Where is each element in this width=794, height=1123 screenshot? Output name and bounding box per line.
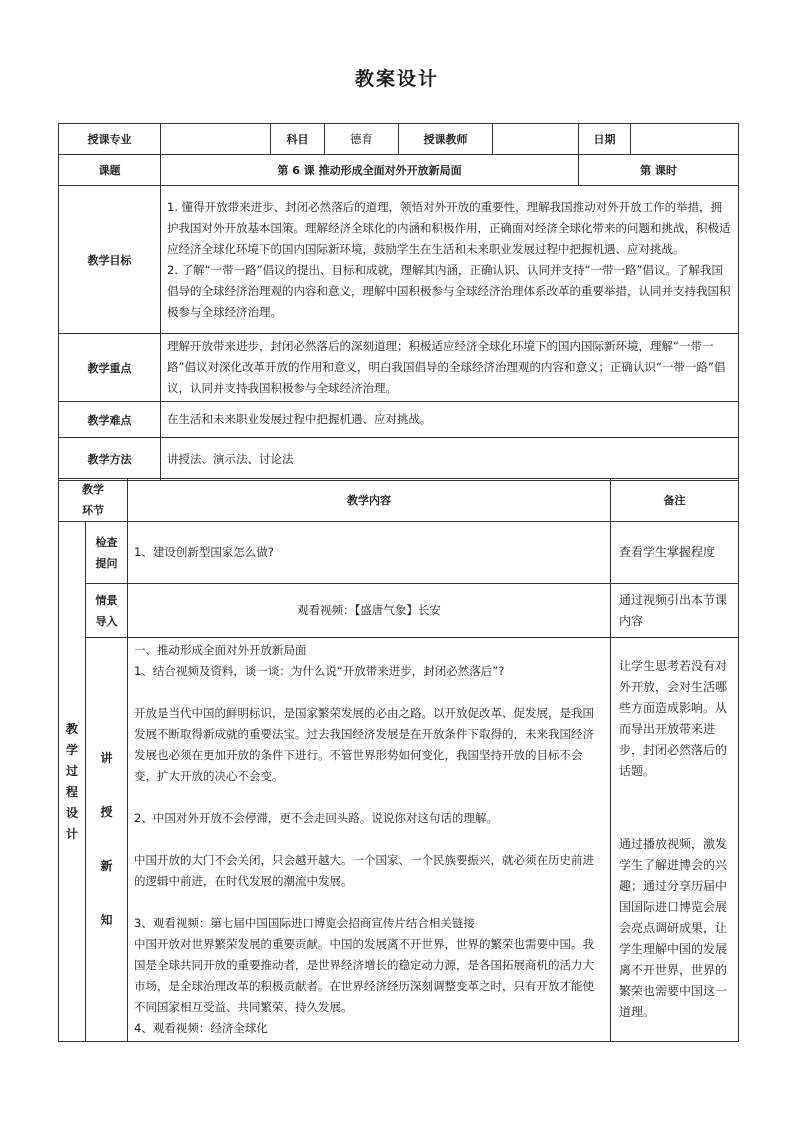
check-row xyxy=(59,522,739,584)
teacher-value[interactable] xyxy=(493,124,579,155)
check-note: 查看学生掌握程度 xyxy=(611,522,739,584)
topic-value: 第 6 课 推动形成全面对外开放新局面 xyxy=(161,155,579,186)
teach-heading: 一、推动形成全面对外开放新局面 xyxy=(134,643,307,657)
key-points-row xyxy=(59,334,739,402)
subject-value[interactable]: 德育 xyxy=(325,124,399,155)
intro-label: 情景 导入 xyxy=(86,584,128,638)
teach-content xyxy=(128,638,611,1042)
process-table xyxy=(58,478,739,1042)
methods-label: 教学方法 xyxy=(59,438,161,481)
objectives-label: 教学目标 xyxy=(59,186,161,334)
stage-header-line2: 环节 xyxy=(82,504,104,517)
major-value[interactable] xyxy=(161,124,271,155)
key-points-content: 理解开放带来进步，封闭必然落后的深刻道理；积极适应经济全球化环境下的国内国际新环境，理解“一带一路”倡议对深化改革开放的作用和意义，明白我国倡导的全球经济治理观的内容和意义；正确认识“一带一路”倡议，认同并支持我国积极参与全球经济治理。 xyxy=(161,334,739,402)
objective-2: 2. 了解“一带一路”倡议的提出、目标和成就，理解其内涵，正确认识、认同并支持“一带一路”倡议。了解我国倡导的全球经济治理观的内容和意义，理解中国积极参与全球经济治理体系改革的重要举措，认同并支持我国积极参与全球经济治理。 xyxy=(167,262,731,319)
teach-answer-1: 开放是当代中国的鲜明标识，是国家繁荣发展的必由之路。以开放促改革、促发展，是我国发展不断取得新成就的重要法宝。过去我国经济发展是在开放条件下取得的，未来我国经济发展也必须在更加开放的条件下进行。不管世界形势如何变化，我国坚持开放的目标不会变，扩大开放的决心不会变。 xyxy=(134,706,594,783)
objectives-content xyxy=(161,186,739,334)
teach-row xyxy=(59,638,739,1042)
subject-label: 科目 xyxy=(271,124,325,155)
stage-header-line1: 教学 xyxy=(82,483,104,496)
intro-row xyxy=(59,584,739,638)
difficulties-label: 教学难点 xyxy=(59,402,161,438)
teach-note-1: 让学生思考若没有对外开放，会对生活哪些方面造成影响。从而导出开放带来进步，封闭必然落后的话题。 xyxy=(619,659,728,778)
stage-header xyxy=(59,479,128,522)
lesson-info-table xyxy=(58,123,739,481)
intro-note: 通过视频引出本节课内容 xyxy=(611,584,739,638)
notes-header: 备注 xyxy=(611,479,739,522)
date-label: 日期 xyxy=(579,124,631,155)
period-value: 第 课时 xyxy=(579,155,739,186)
key-points-label: 教学重点 xyxy=(59,334,161,402)
check-label: 检查 提问 xyxy=(86,522,128,584)
teacher-label: 授课教师 xyxy=(399,124,493,155)
major-label: 授课专业 xyxy=(59,124,161,155)
check-content: 1、建设创新型国家怎么做? xyxy=(128,522,611,584)
content-header: 教学内容 xyxy=(128,479,611,522)
methods-row xyxy=(59,438,739,481)
objectives-row xyxy=(59,186,739,334)
teach-question-2: 2、中国对外开放不会停滞，更不会走回头路。说说你对这句话的理解。 xyxy=(134,811,498,825)
teach-question-3: 3、观看视频：第七届中国国际进口博览会招商宣传片结合相关链接 xyxy=(134,916,475,930)
teach-notes xyxy=(611,638,739,1042)
teach-note-2: 通过播放视频，激发学生了解进博会的兴趣；通过分享历届中国国际进口博览会展会亮点调研成果，让学生理解中国的发展离不开世界，世界的繁荣也需要中国这一道理。 xyxy=(619,837,728,1019)
methods-content: 讲授法、演示法、讨论法 xyxy=(161,438,739,481)
teach-question-1: 1、结合视频及资料，谈一谈：为什么说“开放带来进步，封闭必然落后”? xyxy=(134,664,505,678)
teach-answer-2: 中国开放的大门不会关闭，只会越开越大。一个国家、一个民族要振兴，就必须在历史前进的逻辑中前进，在时代发展的潮流中发展。 xyxy=(134,853,594,888)
date-value[interactable] xyxy=(631,124,739,155)
process-header-row xyxy=(59,479,739,522)
objective-1: 1. 懂得开放带来进步、封闭必然落后的道理，领悟对外开放的重要性，理解我国推动对外开放工作的举措，拥护我国对外开放基本国策。理解经济全球化的内涵和积极作用，正确面对经济全球化带来的问题和挑战，积极适应经济全球化环境下的国内国际新环境，鼓励学生在生活和未来职业发展过程中把握机遇、应对挑战。 xyxy=(167,199,731,256)
header-row xyxy=(59,124,739,155)
difficulties-row xyxy=(59,402,739,438)
intro-content: 观看视频：【盛唐气象】长安 xyxy=(128,584,611,638)
topic-row xyxy=(59,155,739,186)
difficulties-content: 在生活和未来职业发展过程中把握机遇、应对挑战。 xyxy=(161,402,739,438)
topic-label: 课题 xyxy=(59,155,161,186)
document-title: 教案设计 xyxy=(354,68,439,90)
process-design-label: 教 学 过 程 设 计 xyxy=(59,522,86,1042)
teach-answer-3: 中国开放对世界繁荣发展的重要贡献。中国的发展离不开世界，世界的繁荣也需要中国。我国是全球共同开放的重要推动者，是世界经济增长的稳定动力源，是各国拓展商机的活力大市场，是全球治理改革的积极贡献者。在世界经济经历深刻调整变革之时，只有开放才能使不同国家相互受益、共同繁荣、持久发展。 xyxy=(134,937,594,1014)
teach-label: 讲 授 新 知 xyxy=(86,638,128,1042)
teach-question-4: 4、观看视频：经济全球化 xyxy=(134,1021,268,1035)
